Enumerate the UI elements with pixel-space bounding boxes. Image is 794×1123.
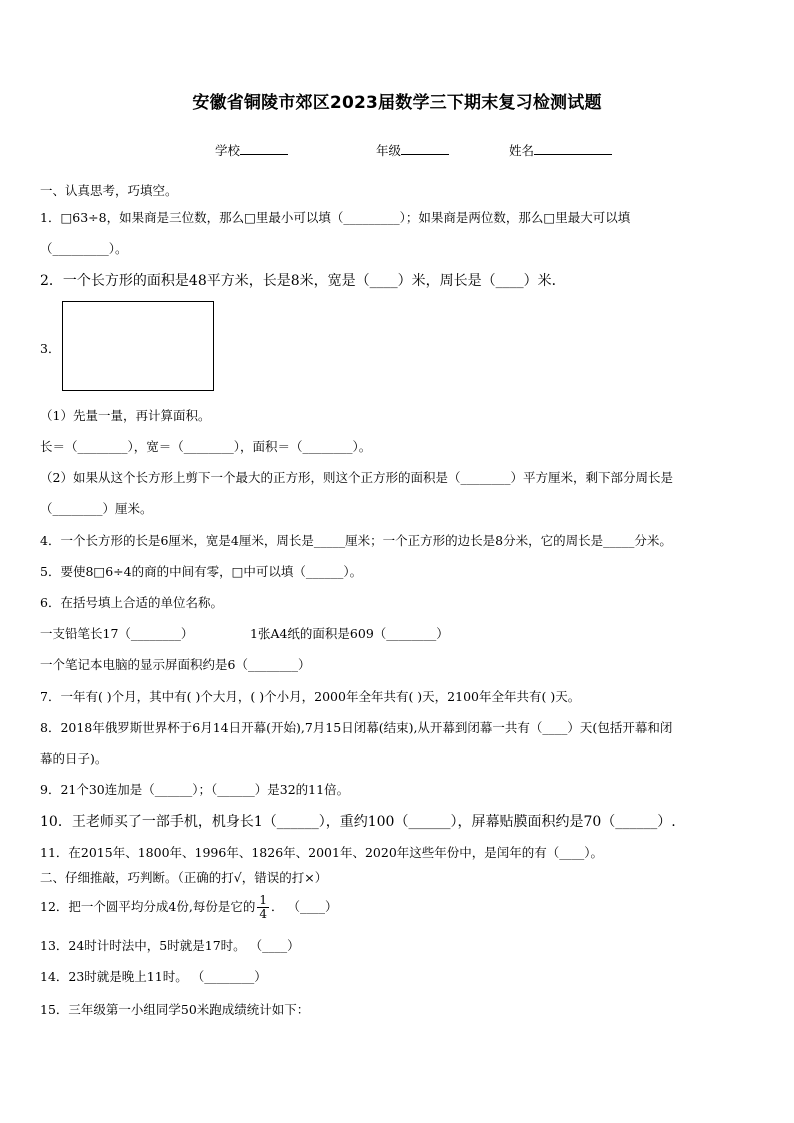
question-12-text: 12．把一个圆平均分成4份,每份是它的 (40, 899, 256, 914)
question-6-item-a: 一支铅笔长17（________） (40, 626, 194, 641)
question-6-item-b: 1张A4纸的面积是609（________） (250, 626, 449, 641)
question-3-measure: 长＝（________），宽＝（________），面积＝（________）。 (40, 439, 372, 454)
grade-label: 年级 (376, 143, 402, 158)
question-2: 2．一个长方形的面积是48平方米，长是8米，宽是（____）米，周长是（____）米． (40, 273, 566, 289)
question-8-line-2: 幕的日子)。 (40, 751, 108, 766)
question-14: 14．23时就是晚上11时。 （________） (40, 969, 267, 984)
question-7: 7．一年有( )个月，其中有( )个大月，( )个小月，2000年全年共有( )天，2100年全年共有( )天。 (40, 689, 581, 704)
question-11: 11．在2015年、1800年、1996年、1826年、2001年、2020年这些年份中，是闰年的有（____）。 (40, 845, 604, 860)
section-2-heading: 二、仔细推敲，巧判断。（正确的打√，错误的打×） (40, 870, 328, 885)
question-4: 4．一个长方形的长是6厘米，宽是4厘米，周长是_____厘米；一个正方形的边长是8分米，它的周长是_____分米。 (40, 533, 672, 548)
school-label: 学校 (215, 143, 241, 158)
section-1-heading: 一、认真思考，巧填空。 (40, 183, 178, 198)
question-3-part-2-line-1: （2）如果从这个长方形上剪下一个最大的正方形，则这个正方形的面积是（________）平方厘米，剩下部分周长是 (40, 470, 673, 485)
fraction-numerator: 1 (259, 893, 267, 907)
page-title: 安徽省铜陵市郊区2023届数学三下期末复习检测试题 (192, 93, 602, 113)
question-5: 5．要使8□6÷4的商的中间有零，□中可以填（______）。 (40, 564, 363, 579)
question-3-part-2-line-2: （________）厘米。 (40, 501, 153, 516)
question-15: 15．三年级第一小组同学50米跑成绩统计如下： (40, 1002, 310, 1017)
question-10: 10．王老师买了一部手机，机身长1（______），重约100（______），屏幕贴膜面积约是70（______）. (40, 814, 676, 830)
grade-blank[interactable] (401, 142, 449, 155)
question-6-item-c: 一个笔记本电脑的显示屏面积约是6（________） (40, 657, 311, 672)
question-12 (40, 893, 337, 921)
name-field (509, 141, 612, 159)
question-1-line-2: （_________）。 (40, 241, 128, 256)
question-1-line-1: 1．□63÷8，如果商是三位数，那么□里最小可以填（_________）；如果商是两位数，那么□里最大可以填 (40, 210, 631, 225)
question-8-line-1: 8．2018年俄罗斯世界杯于6月14日开幕(开始),7月15日闭幕(结束),从开幕到闭幕一共有（____）天(包括开幕和闭 (40, 720, 673, 735)
question-3-number: 3． (40, 341, 61, 356)
fraction-one-quarter (257, 894, 269, 921)
fraction-denominator: 4 (259, 907, 267, 921)
question-9: 9．21个30连加是（______）；（______）是32的11倍。 (40, 782, 350, 797)
question-13: 13．24时计时法中，5时就是17时。 （____） (40, 938, 300, 953)
question-6: 6．在括号填上合适的单位名称。 (40, 595, 223, 610)
grade-field (376, 141, 449, 159)
school-blank[interactable] (240, 142, 288, 155)
question-12-answer: ． （____） (270, 899, 338, 914)
name-blank[interactable] (534, 142, 612, 155)
name-label: 姓名 (509, 143, 535, 158)
school-field (215, 141, 288, 159)
question-3-part-1: （1）先量一量，再计算面积。 (40, 408, 211, 423)
rectangle-figure (62, 301, 214, 391)
